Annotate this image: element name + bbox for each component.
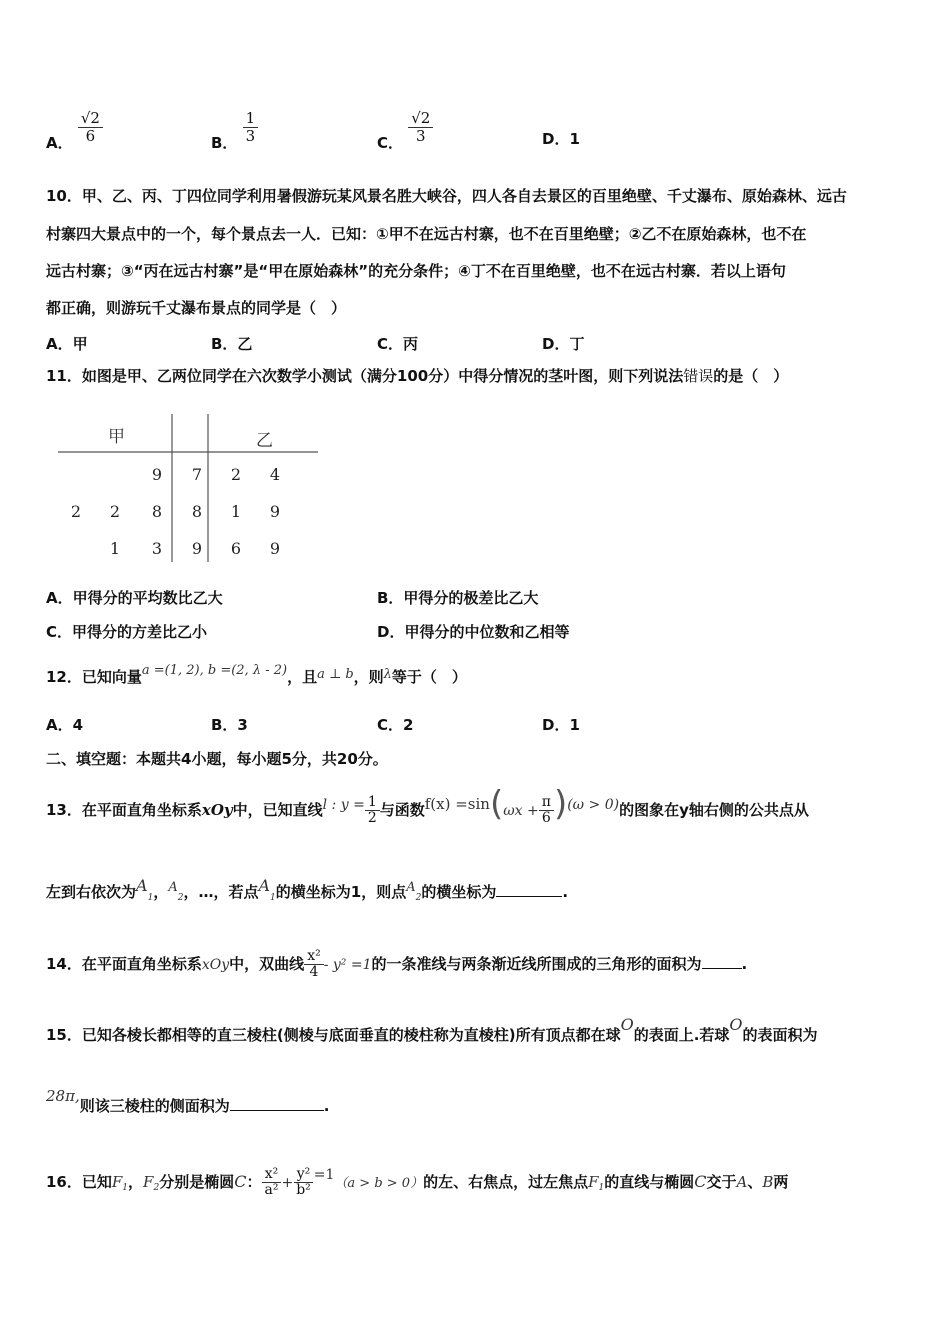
q9-option-a: A． $\frac{√2}{6}$ bbox=[46, 110, 103, 144]
q12-option-b: B．3 bbox=[211, 716, 248, 734]
q9-a-fraction: $\frac{√2}{6}$ bbox=[78, 110, 103, 144]
q10-option-a: A．甲 bbox=[46, 335, 88, 353]
q16-x-fraction: $\frac{\text{x²}}{\text{a²}}$ bbox=[261, 1167, 281, 1199]
q9-option-b: B． $\frac{1}{3}$ bbox=[211, 110, 258, 144]
q12-stem: 12．已知向量a =(1, 2), b =(2, λ - 2)，且a ⊥ b，则λ等于（ ） bbox=[46, 663, 467, 686]
q13-stem-line-2: 左到右依次为$A_1$，$A_2$，…，若点$A_1$的横坐标为1，则点$A_2$的横坐标为 . bbox=[46, 876, 569, 903]
q11-stem: 11．如图是甲、乙两位同学在六次数学小测试（满分100分）中得分情况的茎叶图，则下列说法错误的是（ ） bbox=[46, 367, 789, 385]
q10-option-b: B．乙 bbox=[211, 335, 253, 353]
q10-line-4: 都正确，则游玩千丈瀑布景点的同学是（ ） bbox=[46, 299, 347, 317]
q9-option-c: C． $\frac{√2}{3}$ bbox=[377, 110, 433, 144]
q11-option-a: A．甲得分的平均数比乙大 bbox=[46, 589, 223, 607]
q11-option-d: D．甲得分的中位数和乙相等 bbox=[377, 623, 570, 641]
q10-line-2: 村寨四大景点中的一个，每个景点去一人．已知：①甲不在远古村寨，也不在百里绝壁；②乙不在原始森林，也不在 bbox=[46, 225, 807, 243]
q9-b-fraction: $\frac{1}{3}$ bbox=[243, 110, 259, 144]
q10-option-d: D．丁 bbox=[542, 335, 585, 353]
stem-leaf-figure bbox=[58, 414, 320, 564]
q15-stem-line-2: 28π,则该三棱柱的侧面积为 . bbox=[46, 1087, 330, 1115]
stem-leaf-row: 1 3 9 6 9 bbox=[109, 539, 281, 558]
q13-half-fraction: $\frac{1}{2}$ bbox=[365, 795, 380, 827]
q15-stem-line-1: 15．已知各棱长都相等的直三棱柱(侧棱与底面垂直的棱柱称为直棱柱)所有顶点都在球O的表面上.若球O的表面积为 bbox=[46, 1015, 818, 1044]
q11-option-c: C．甲得分的方差比乙小 bbox=[46, 623, 208, 641]
q9-c-fraction: $\frac{√2}{3}$ bbox=[408, 110, 433, 144]
q16-stem: 16．已知$F_1$，$F_2$分别是椭圆C： $\frac{\text{x²}}{\text{a²}}$ + $\frac{\text{y²}}{\text{b²}}$ =1（a > b > 0）的左、右焦点，过左焦点$F_1$的直线与椭圆C交于A、B两 bbox=[46, 1165, 789, 1198]
q16-y-fraction: $\frac{\text{y²}}{\text{b²}}$ bbox=[293, 1167, 314, 1199]
stem-leaf-row: 2 2 8 8 1 9 bbox=[70, 502, 281, 521]
q11-option-b: B．甲得分的极差比乙大 bbox=[377, 589, 539, 607]
q14-fraction: $\frac{\text{x²}}{4}$ bbox=[304, 949, 324, 981]
q10-line-3: 远古村寨；③“丙在远古村寨”是“甲在原始森林”的充分条件；④丁不在百里绝壁，也不在远古村寨．若以上语句 bbox=[46, 262, 786, 280]
q12-option-d: D．1 bbox=[542, 716, 580, 734]
q13-answer-blank[interactable] bbox=[496, 896, 562, 897]
q12-vectors: a =(1, 2), b =(2, λ - 2) bbox=[141, 663, 288, 678]
stem-leaf-header-right: 乙 bbox=[256, 431, 273, 451]
q13-pi-fraction: $\frac{\pi}{6}$ bbox=[539, 795, 554, 827]
q12-perp: a ⊥ b bbox=[317, 667, 354, 682]
section-heading: 二、填空题：本题共4小题，每小题5分，共20分。 bbox=[46, 750, 388, 768]
q11-emphasis: 错误 bbox=[683, 367, 714, 385]
q13-line-eq: l : y = bbox=[322, 797, 365, 813]
q13-stem-line-1: 13．在平面直角坐标系xOy中，已知直线l : y = $\frac{1}{2}$ 与函数f(x) =sin(ωx + $\frac{\pi}{6}$ )(ω > 0)的图象在y轴右侧的公共点从 bbox=[46, 784, 809, 826]
q15-answer-blank[interactable] bbox=[230, 1110, 324, 1111]
q10-line-1: 10．甲、乙、丙、丁四位同学利用暑假游玩某风景名胜大峡谷，四人各自去景区的百里绝壁、千丈瀑布、原始森林、远古 bbox=[46, 187, 847, 205]
q12-lambda: λ bbox=[383, 667, 392, 682]
stem-leaf-row: 9 7 2 4 bbox=[151, 465, 281, 484]
q12-option-c: C．2 bbox=[377, 716, 414, 734]
q10-option-c: C．丙 bbox=[377, 335, 419, 353]
stem-leaf-table bbox=[58, 456, 294, 567]
q9-option-d: D．1 bbox=[542, 130, 580, 148]
stem-leaf-header-left: 甲 bbox=[108, 427, 125, 447]
q12-option-a: A．4 bbox=[46, 716, 84, 734]
q14-answer-blank[interactable] bbox=[702, 968, 742, 969]
q15-area: 28π, bbox=[46, 1087, 80, 1105]
q13-func: f(x) =sin bbox=[424, 795, 490, 813]
q14-stem: 14．在平面直角坐标系xOy中，双曲线 $\frac{\text{x²}}{4}$ - y² =1的一条准线与两条渐近线所围成的三角形的面积为 . bbox=[46, 947, 748, 980]
